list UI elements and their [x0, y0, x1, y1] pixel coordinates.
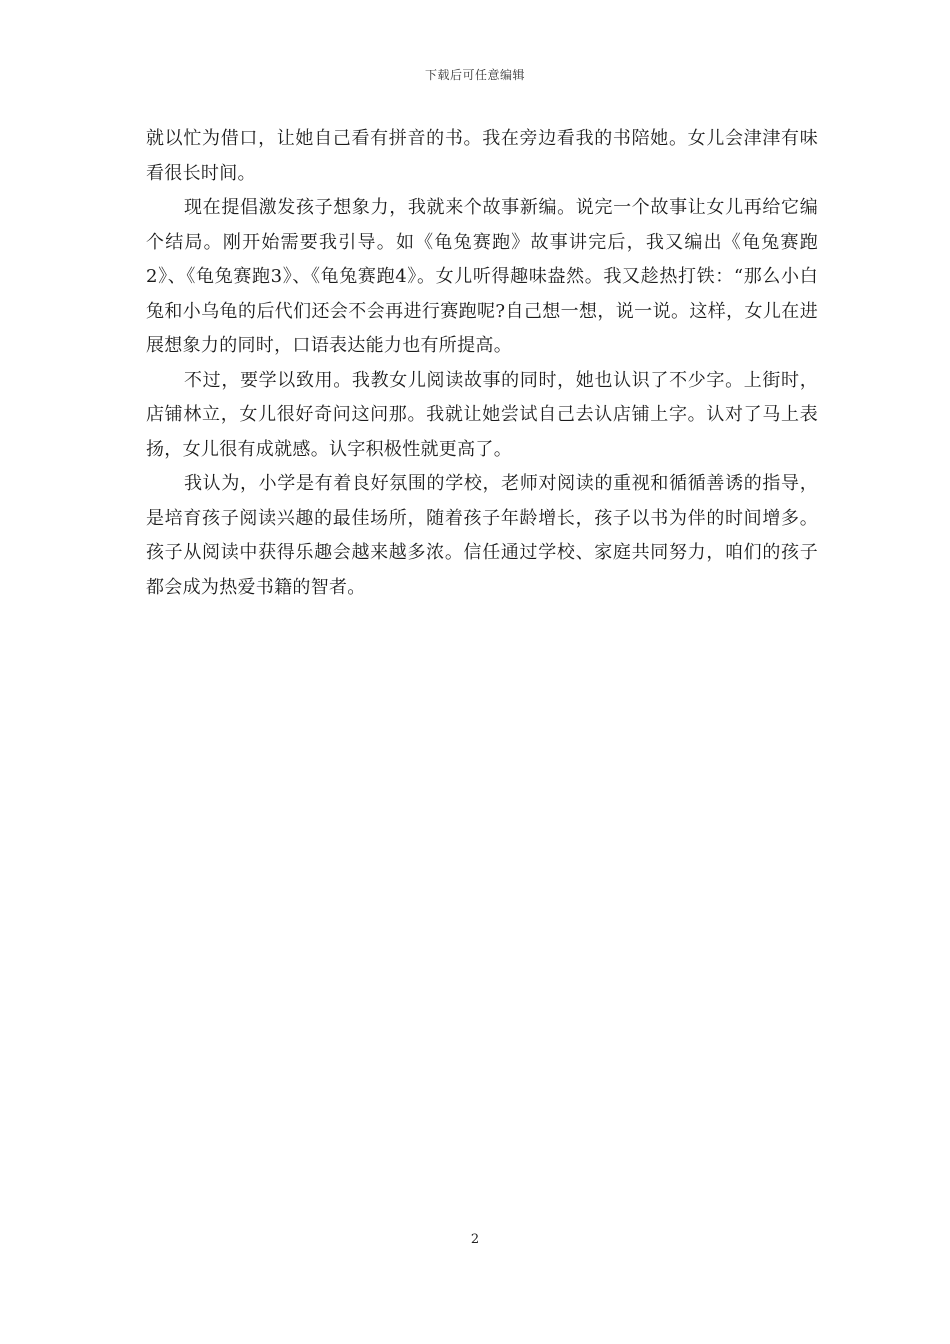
paragraph-learning-characters: 不过，要学以致用。我教女儿阅读故事的同时，她也认识了不少字。上街时，店铺林立，女儿很好奇问这问那。我就让她尝试自己去认店铺上字。认对了马上表扬，女儿很有成就感。认字积极性就更高了。	[146, 369, 818, 460]
page-header: 下载后可任意编辑	[424, 68, 525, 82]
paragraph-conclusion: 我认为，小学是有着良好氛围的学校，老师对阅读的重视和循循善诱的指导，是培育孩子阅读兴趣的最佳场所，随着孩子年龄增长，孩子以书为伴的时间增多。孩子从阅读中获得乐趣会越来越多浓。信任通过学校、家庭共同努力，咱们的孩子都会成为热爱书籍的智者。	[146, 473, 818, 598]
paragraph-continuation: 就以忙为借口，让她自己看有拼音的书。我在旁边看我的书陪她。女儿会津津有味看很长时间。	[146, 128, 818, 184]
paragraph-imagination: 现在提倡激发孩子想象力，我就来个故事新编。说完一个故事让女儿再给它编个结局。刚开始需要我引导。如《龟兔赛跑》故事讲完后，我又编出《龟兔赛跑2》、《龟兔赛跑3》、《龟兔赛跑4》。女儿听得趣味盎然。我又趁热打铁：“那么小白兔和小乌龟的后代们还会不会再进行赛跑呢?自己想一想，说一说。这样，女儿在进展想象力的同时，口语表达能力也有所提高。	[146, 197, 818, 356]
page-number: 2	[470, 1232, 480, 1247]
document-body	[146, 122, 818, 605]
